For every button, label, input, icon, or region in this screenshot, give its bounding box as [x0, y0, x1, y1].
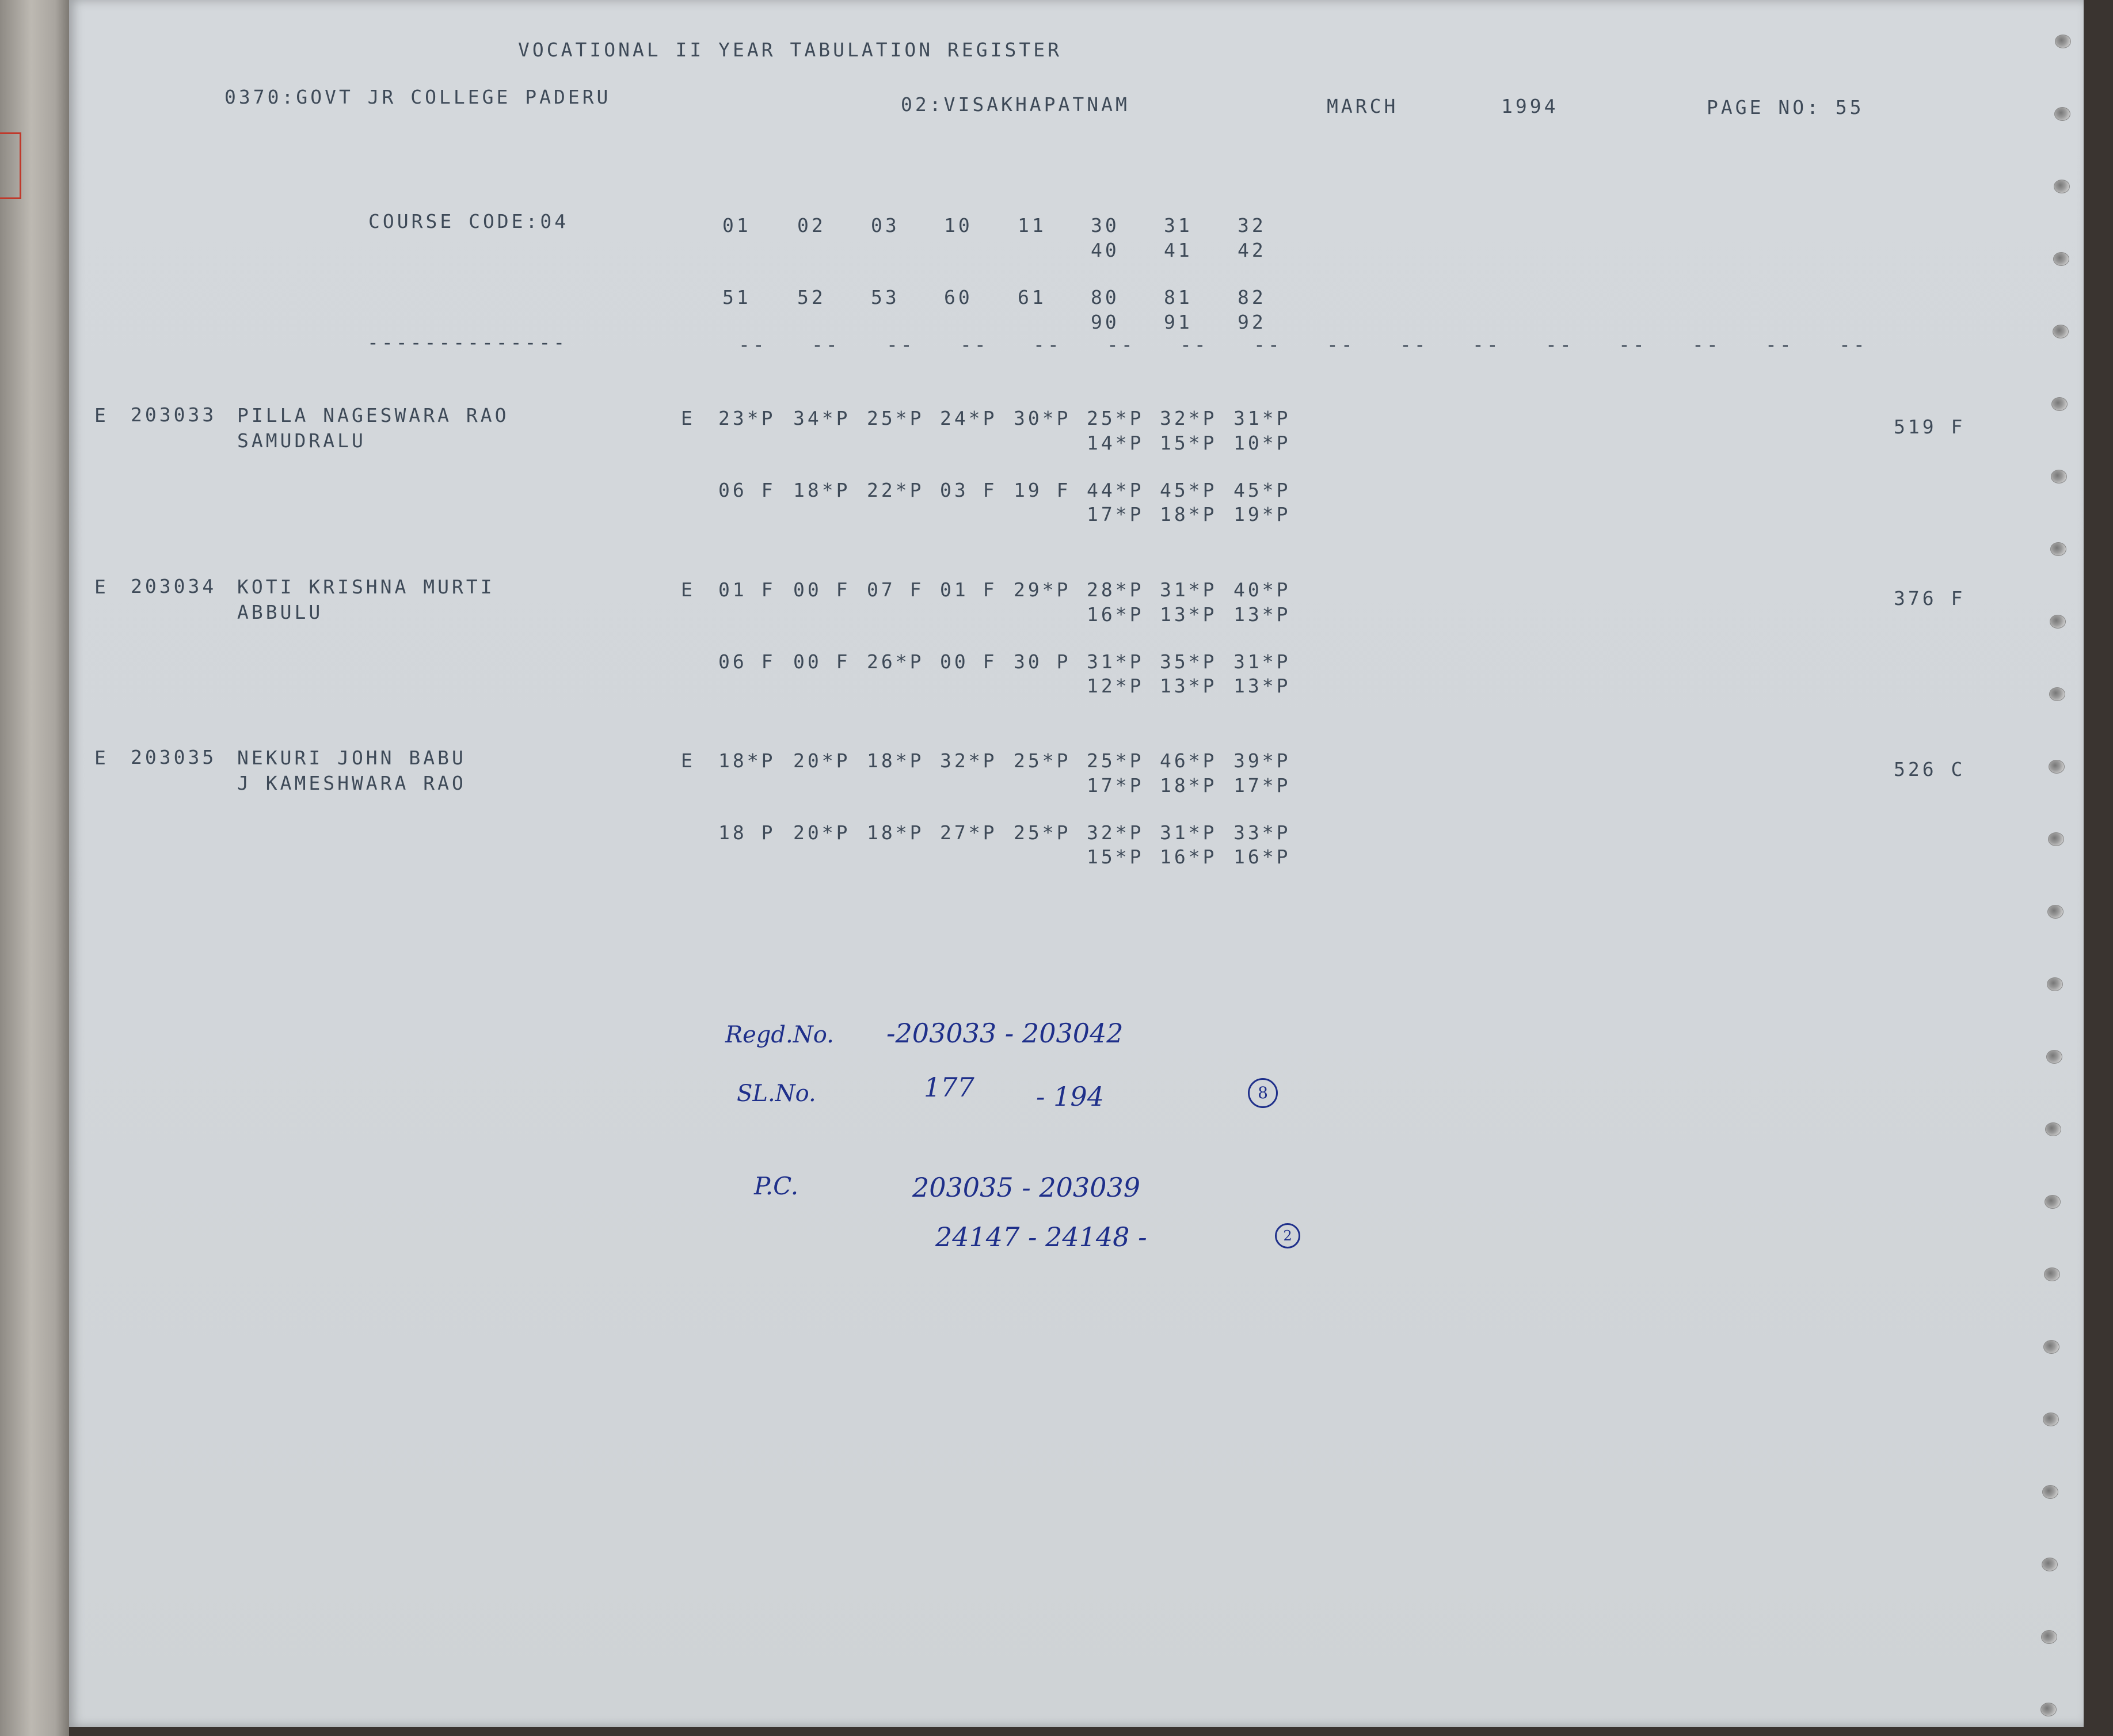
mark-cell: 20*P [793, 821, 851, 844]
subject-code: 31 [1164, 214, 1193, 237]
sprocket-hole [2051, 470, 2067, 484]
mark-cell: 16*P [1087, 603, 1144, 626]
mark-cell: 25*P [1014, 749, 1071, 772]
mark-cell: 31*P [1233, 407, 1291, 429]
mark-cell: 32*P [940, 749, 998, 772]
mark-cell: 23*P [718, 407, 776, 429]
column-dash-rule: -- [1254, 333, 1282, 356]
mark-cell: 18*P [718, 749, 776, 772]
subject-code: 01 [722, 214, 751, 237]
mark-cell: 31*P [1233, 650, 1291, 673]
sprocket-hole [2042, 1558, 2058, 1571]
mark-cell: 00 F [793, 578, 851, 601]
course-dash-rule: -------------- [367, 331, 568, 353]
sprocket-hole [2040, 1703, 2057, 1716]
column-dash-rule: -- [1107, 333, 1136, 356]
mark-cell: 01 F [718, 578, 776, 601]
handwritten-pc-range: 203035 - 203039 [912, 1172, 1140, 1203]
district-name: 02:VISAKHAPATNAM [901, 93, 1130, 116]
student-name: KOTI KRISHNA MURTI [237, 576, 495, 598]
student-reg-no: 203035 [131, 746, 217, 768]
exam-year: 1994 [1501, 95, 1559, 117]
sprocket-hole [2047, 905, 2063, 919]
mark-cell: 14*P [1087, 432, 1144, 454]
column-dash-rule: -- [1033, 333, 1062, 356]
mark-cell: 10*P [1233, 432, 1291, 454]
handwritten-regd-label: Regd.No. [725, 1022, 834, 1048]
column-dash-rule: -- [1327, 333, 1356, 356]
mark-cell: 33*P [1233, 821, 1291, 844]
student-name: NEKURI JOHN BABU [237, 747, 466, 769]
handwritten-pc-label: P.C. [754, 1172, 799, 1200]
student-medium: E [94, 404, 109, 427]
handwritten-pc-count-circle: 2 [1275, 1223, 1300, 1248]
sprocket-hole [2042, 1485, 2058, 1499]
course-code-label: COURSE CODE:04 [368, 210, 569, 233]
mark-cell: 06 F [718, 650, 776, 673]
book-binding [0, 0, 69, 1736]
student-language-medium: E [681, 749, 695, 772]
subject-code: 03 [871, 214, 900, 237]
subject-code: 53 [871, 286, 900, 309]
column-dash-rule: -- [1692, 333, 1721, 356]
mark-cell: 18*P [1160, 503, 1217, 526]
student-language-medium: E [681, 407, 695, 429]
sprocket-hole [2050, 615, 2066, 629]
handwritten-sl-from: 177 [924, 1072, 974, 1103]
student-total-result: 519 F [1894, 416, 1966, 438]
mark-cell: 18*P [793, 479, 851, 501]
mark-cell: 19*P [1233, 503, 1291, 526]
sprocket-hole [2045, 1195, 2061, 1209]
subject-code: 61 [1018, 286, 1046, 309]
student-reg-no: 203034 [131, 575, 217, 597]
sprocket-hole [2045, 1122, 2061, 1136]
subject-code: 90 [1091, 311, 1120, 333]
mark-cell: 44*P [1087, 479, 1144, 501]
sprocket-hole [2043, 1340, 2059, 1354]
student-reg-no: 203033 [131, 403, 217, 426]
mark-cell: 03 F [940, 479, 998, 501]
sprocket-hole [2050, 542, 2066, 556]
mark-cell: 13*P [1160, 675, 1217, 697]
mark-cell: 01 F [940, 578, 998, 601]
mark-cell: 32*P [1160, 407, 1217, 429]
handwritten-sl-to: - 194 [1036, 1081, 1104, 1112]
mark-cell: 19 F [1014, 479, 1071, 501]
handwritten-pc-numbers: 24147 - 24148 - [935, 1221, 1147, 1252]
mark-cell: 25*P [867, 407, 924, 429]
sprocket-hole [2055, 35, 2071, 48]
mark-cell: 25*P [1014, 821, 1071, 844]
subject-code: 10 [944, 214, 973, 237]
mark-cell: 15*P [1087, 846, 1144, 868]
sprocket-hole [2049, 687, 2065, 701]
subject-code: 60 [944, 286, 973, 309]
sprocket-hole [2051, 397, 2068, 411]
student-language-medium: E [681, 578, 695, 601]
mark-cell: 34*P [793, 407, 851, 429]
sprocket-hole [2046, 1050, 2062, 1064]
subject-code: 40 [1091, 239, 1120, 261]
column-dash-rule: -- [1472, 333, 1501, 356]
mark-cell: 27*P [940, 821, 998, 844]
sprocket-hole [2041, 1630, 2057, 1644]
mark-cell: 06 F [718, 479, 776, 501]
mark-cell: 24*P [940, 407, 998, 429]
mark-cell: 39*P [1233, 749, 1291, 772]
register-title: VOCATIONAL II YEAR TABULATION REGISTER [518, 39, 1062, 61]
mark-cell: 35*P [1160, 650, 1217, 673]
mark-cell: 28*P [1087, 578, 1144, 601]
column-dash-rule: -- [812, 333, 840, 356]
handwritten-sl-label: SL.No. [737, 1080, 816, 1107]
handwritten-regd-range: -203033 - 203042 [886, 1018, 1124, 1049]
mark-cell: 00 F [940, 650, 998, 673]
mark-cell: 31*P [1160, 821, 1217, 844]
mark-cell: 30 P [1014, 650, 1071, 673]
page-number: PAGE NO: 55 [1707, 96, 1864, 119]
register-page [69, 0, 2084, 1727]
sprocket-hole [2047, 977, 2063, 991]
mark-cell: 13*P [1233, 675, 1291, 697]
mark-cell: 18*P [867, 749, 924, 772]
mark-cell: 13*P [1160, 603, 1217, 626]
student-medium: E [94, 747, 109, 769]
mark-cell: 30*P [1014, 407, 1071, 429]
handwritten-sl-count-circle: 8 [1248, 1078, 1278, 1108]
red-margin-mark [0, 132, 21, 199]
mark-cell: 18*P [867, 821, 924, 844]
student-total-result: 526 C [1894, 758, 1966, 781]
column-dash-rule: -- [738, 333, 767, 356]
mark-cell: 18 P [718, 821, 776, 844]
subject-code: 92 [1238, 311, 1266, 333]
subject-code: 41 [1164, 239, 1193, 261]
subject-code: 80 [1091, 286, 1120, 309]
column-dash-rule: -- [1180, 333, 1209, 356]
sprocket-hole [2054, 107, 2070, 121]
sprocket-hole [2048, 832, 2064, 846]
sprocket-hole [2044, 1267, 2060, 1281]
mark-cell: 16*P [1160, 846, 1217, 868]
column-dash-rule: -- [1765, 333, 1794, 356]
student-name: PILLA NAGESWARA RAO [237, 404, 509, 427]
column-dash-rule: -- [1839, 333, 1868, 356]
mark-cell: 29*P [1014, 578, 1071, 601]
column-dash-rule: -- [1400, 333, 1429, 356]
mark-cell: 13*P [1233, 603, 1291, 626]
column-dash-rule: -- [1545, 333, 1574, 356]
mark-cell: 40*P [1233, 578, 1291, 601]
subject-code: 82 [1238, 286, 1266, 309]
mark-cell: 22*P [867, 479, 924, 501]
mark-cell: 17*P [1087, 503, 1144, 526]
sprocket-hole [2049, 760, 2065, 774]
mark-cell: 31*P [1087, 650, 1144, 673]
mark-cell: 46*P [1160, 749, 1217, 772]
mark-cell: 20*P [793, 749, 851, 772]
student-medium: E [94, 576, 109, 598]
sprocket-hole [2043, 1413, 2059, 1426]
student-parent-name: SAMUDRALU [237, 429, 366, 452]
mark-cell: 45*P [1160, 479, 1217, 501]
mark-cell: 07 F [867, 578, 924, 601]
mark-cell: 00 F [793, 650, 851, 673]
subject-code: 32 [1238, 214, 1266, 237]
student-parent-name: ABBULU [237, 601, 323, 623]
subject-code: 30 [1091, 214, 1120, 237]
sprocket-hole [2053, 252, 2069, 266]
column-dash-rule: -- [960, 333, 989, 356]
sprocket-hole [2054, 180, 2070, 193]
subject-code: 02 [797, 214, 826, 237]
exam-month: MARCH [1327, 95, 1399, 117]
mark-cell: 17*P [1087, 774, 1144, 797]
college-name: 0370:GOVT JR COLLEGE PADERU [224, 86, 611, 108]
column-dash-rule: -- [886, 333, 915, 356]
student-total-result: 376 F [1894, 587, 1966, 610]
mark-cell: 15*P [1160, 432, 1217, 454]
mark-cell: 16*P [1233, 846, 1291, 868]
mark-cell: 31*P [1160, 578, 1217, 601]
subject-code: 81 [1164, 286, 1193, 309]
mark-cell: 45*P [1233, 479, 1291, 501]
sprocket-hole [2053, 325, 2069, 338]
mark-cell: 25*P [1087, 407, 1144, 429]
mark-cell: 26*P [867, 650, 924, 673]
subject-code: 11 [1018, 214, 1046, 237]
mark-cell: 32*P [1087, 821, 1144, 844]
column-dash-rule: -- [1619, 333, 1647, 356]
subject-code: 91 [1164, 311, 1193, 333]
mark-cell: 17*P [1233, 774, 1291, 797]
subject-code: 52 [797, 286, 826, 309]
mark-cell: 18*P [1160, 774, 1217, 797]
mark-cell: 12*P [1087, 675, 1144, 697]
student-parent-name: J KAMESHWARA RAO [237, 772, 466, 794]
subject-code: 51 [722, 286, 751, 309]
mark-cell: 25*P [1087, 749, 1144, 772]
subject-code: 42 [1238, 239, 1266, 261]
